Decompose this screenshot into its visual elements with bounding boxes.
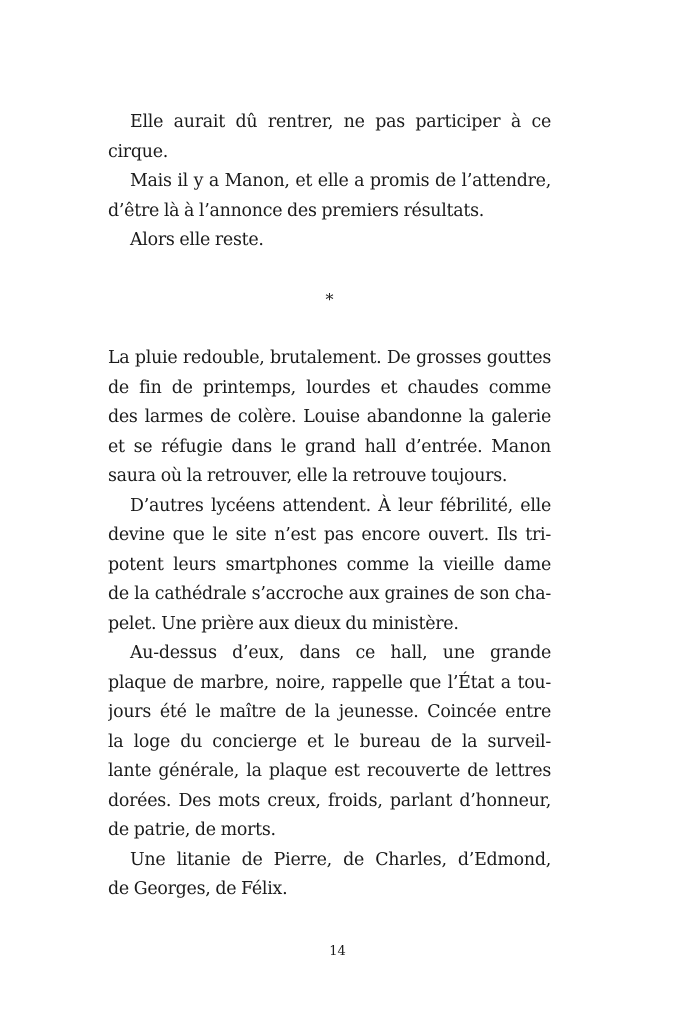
text-line: la loge du concierge et le bureau de la surveil- [108,731,551,752]
text-line: d’être là à l’annonce des premiers résultats. [108,200,485,221]
text-line: de la cathédrale s’accroche aux graines de son cha- [108,584,551,604]
text-line: La pluie redouble, brutalement. De grosses gouttes [108,348,551,368]
text-line: devine que le site n’est pas encore ouvert. Ils tri- [108,525,551,545]
text-block-2 [108,344,551,905]
text-line: plaque de marbre, noire, rappelle que l’État a tou- [108,672,551,693]
section-separator: * [325,290,334,309]
text-line: Elle aurait dû rentrer, ne pas participer à ce [130,112,551,132]
text-line: cirque. [108,141,169,162]
page-body [108,108,551,905]
text-line: saura où la retrouver, elle la retrouve toujours. [108,466,508,486]
text-line: de fin de printemps, lourdes et chaudes comme [108,377,551,398]
text-line: lante générale, la plaque est recouverte de lettres [108,761,551,781]
text-line: des larmes de colère. Louise abandonne la galerie [108,407,551,427]
text-line: de patrie, de morts. [108,820,276,840]
page-number: 14 [329,944,346,959]
text-line: dorées. Des mots creux, froids, parlant d’honneur, [108,790,551,811]
text-line: potent leurs smartphones comme la vieille dame [108,554,551,575]
text-line: et se réfugie dans le grand hall d’entrée. Manon [108,436,551,457]
text-line: Alors elle reste. [130,230,264,250]
text-line: Une litanie de Pierre, de Charles, d’Edmond, [130,849,551,870]
text-line: Mais il y a Manon, et elle a promis de l’attendre, [130,171,551,191]
text-line: jours été le maître de la jeunesse. Coincée entre [108,702,551,722]
text-block-1 [108,108,551,256]
text-line: D’autres lycéens attendent. À leur fébrilité, elle [130,495,551,516]
text-line: de Georges, de Félix. [108,879,288,899]
text-line: pelet. Une prière aux dieux du ministère. [108,613,459,634]
text-line: Au-dessus d’eux, dans ce hall, une grande [130,643,551,663]
